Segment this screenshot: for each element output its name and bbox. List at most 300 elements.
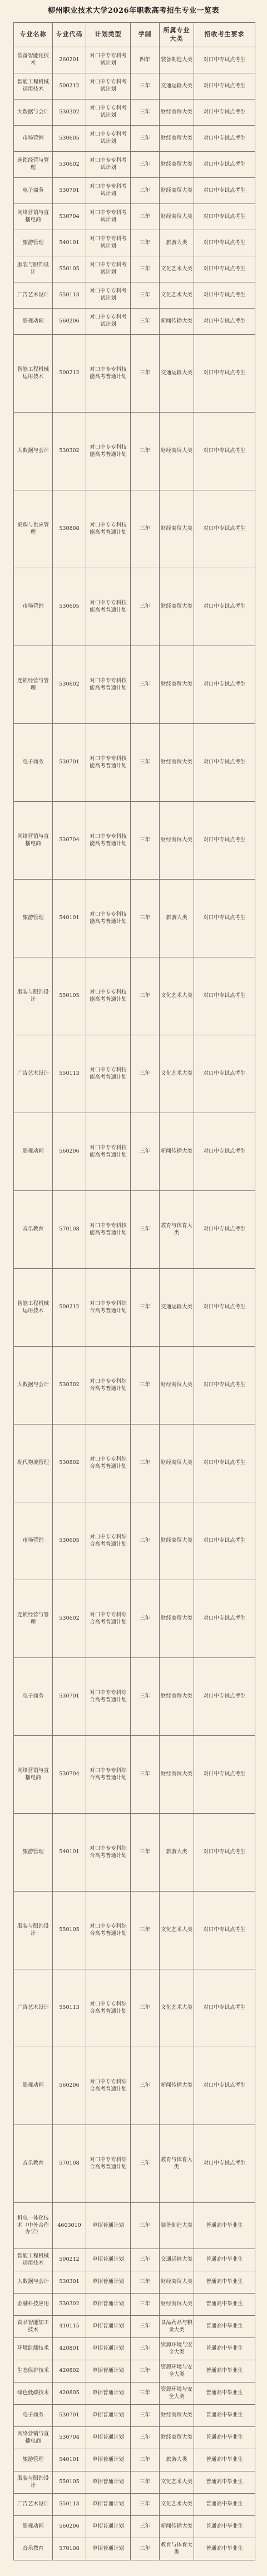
cell-req: 普通高中毕业生 [194, 2249, 255, 2271]
cell-plan: 对口中专专科技能高考普通计划 [86, 413, 131, 490]
cell-code: 530701 [53, 724, 86, 802]
cell-name: 绿色低碳技术 [14, 2383, 53, 2405]
table-row [14, 1736, 255, 1814]
cell-code: 530302 [53, 1347, 86, 1425]
table-row [14, 309, 255, 335]
cell-code: 530704 [53, 2427, 86, 2449]
cell-code: 500212 [53, 2249, 86, 2271]
cell-name: 音乐教育 [14, 1191, 53, 1269]
cell-len: 三年 [131, 2047, 160, 2125]
cell-name: 装备智能化技术 [14, 47, 53, 73]
cell-len: 三年 [131, 2405, 160, 2427]
cell-plan: 单招普通计划 [86, 2271, 131, 2294]
cell-len: 三年 [131, 309, 160, 335]
table-row [14, 957, 255, 1035]
cell-req: 对口中专试点考生 [194, 2125, 255, 2203]
cell-req: 普通高中毕业生 [194, 2516, 255, 2538]
cell-len: 三年 [131, 2271, 160, 2294]
cell-len: 三年 [131, 335, 160, 413]
cell-code: 530808 [53, 490, 86, 568]
cell-code: 550113 [53, 1969, 86, 2047]
table-row [14, 2125, 255, 2203]
cell-cat: 财经商贸大类 [160, 413, 194, 490]
cell-req: 对口中专试点考生 [194, 1113, 255, 1191]
cell-plan: 对口中专专科技能高考普通计划 [86, 802, 131, 880]
cell-plan: 对口中专专科考试计划 [86, 126, 131, 152]
cell-req: 对口中专试点考生 [194, 1969, 255, 2047]
cell-name: 广告艺术设计 [14, 1969, 53, 2047]
cell-len: 三年 [131, 802, 160, 880]
cell-len: 三年 [131, 1736, 160, 1814]
cell-plan: 单招普通计划 [86, 2538, 131, 2560]
cell-cat: 财经商贸大类 [160, 1736, 194, 1814]
cell-len: 三年 [131, 2316, 160, 2338]
cell-len: 三年 [131, 126, 160, 152]
cell-plan: 对口中专专科综合高考普通计划 [86, 1736, 131, 1814]
cell-name: 连锁经营与管理 [14, 152, 53, 178]
cell-req: 普通高中毕业生 [194, 2294, 255, 2316]
cell-name: 生态保护技术 [14, 2360, 53, 2383]
cell-cat: 财经商贸大类 [160, 568, 194, 646]
cell-len: 三年 [131, 880, 160, 957]
cell-req: 普通高中毕业生 [194, 2338, 255, 2360]
cell-plan: 单招普通计划 [86, 2449, 131, 2471]
column-header: 所属专业大类 [160, 23, 194, 47]
cell-req: 普通高中毕业生 [194, 2383, 255, 2405]
table-row [14, 2383, 255, 2405]
cell-plan: 对口中专专科综合高考普通计划 [86, 2047, 131, 2125]
table-row [14, 152, 255, 178]
cell-req: 对口中专试点考生 [194, 568, 255, 646]
cell-len: 三年 [131, 1580, 160, 1658]
column-header: 招收考生要求 [194, 23, 255, 47]
cell-plan: 单招普通计划 [86, 2360, 131, 2383]
cell-req: 对口中专试点考生 [194, 1035, 255, 1113]
cell-plan: 对口中专专科综合高考普通计划 [86, 1502, 131, 1580]
cell-cat: 财经商贸大类 [160, 1502, 194, 1580]
cell-plan: 对口中专专科综合高考普通计划 [86, 1269, 131, 1347]
cell-len: 三年 [131, 490, 160, 568]
table-row [14, 2271, 255, 2294]
table-row [14, 1191, 255, 1269]
cell-name: 旅游管理 [14, 230, 53, 256]
cell-code: 420801 [53, 2338, 86, 2360]
cell-len: 三年 [131, 73, 160, 100]
cell-cat: 资源环境与安全大类 [160, 2338, 194, 2360]
table-row [14, 230, 255, 256]
cell-name: 电子商务 [14, 1658, 53, 1736]
table-row [14, 47, 255, 73]
cell-cat: 财经商贸大类 [160, 724, 194, 802]
cell-plan: 单招普通计划 [86, 2471, 131, 2494]
cell-cat: 旅游大类 [160, 1814, 194, 1892]
cell-req: 对口中专试点考生 [194, 230, 255, 256]
cell-name: 连锁经营与管理 [14, 646, 53, 724]
cell-plan: 对口中专专科考试计划 [86, 230, 131, 256]
cell-code: 540101 [53, 230, 86, 256]
table-row [14, 100, 255, 126]
cell-len: 三年 [131, 1658, 160, 1736]
cell-plan: 对口中专专科综合高考普通计划 [86, 1425, 131, 1502]
cell-len: 三年 [131, 1113, 160, 1191]
cell-name: 大数据与会计 [14, 2271, 53, 2294]
cell-name: 智能工程机械运用技术 [14, 335, 53, 413]
cell-plan: 对口中专专科技能高考普通计划 [86, 335, 131, 413]
cell-plan: 对口中专专科综合高考普通计划 [86, 1969, 131, 2047]
cell-plan: 单招普通计划 [86, 2383, 131, 2405]
table-row [14, 646, 255, 724]
cell-req: 对口中专试点考生 [194, 47, 255, 73]
cell-plan: 对口中专专科技能高考普通计划 [86, 1191, 131, 1269]
cell-cat: 装备制造大类 [160, 47, 194, 73]
cell-name: 智能工程机械运用技术 [14, 1269, 53, 1347]
table-row [14, 802, 255, 880]
cell-plan: 对口中专专科综合高考普通计划 [86, 1347, 131, 1425]
cell-cat: 财经商贸大类 [160, 2405, 194, 2427]
cell-req: 普通高中毕业生 [194, 2427, 255, 2449]
cell-plan: 对口中专专科考试计划 [86, 282, 131, 309]
cell-code: 530704 [53, 1736, 86, 1814]
cell-plan: 对口中专专科技能高考普通计划 [86, 1035, 131, 1113]
cell-name: 现代物流管理 [14, 1425, 53, 1502]
cell-code: 550113 [53, 282, 86, 309]
cell-code: 420802 [53, 2360, 86, 2383]
cell-len: 三年 [131, 100, 160, 126]
cell-len: 三年 [131, 1892, 160, 1969]
cell-code: 530701 [53, 1658, 86, 1736]
cell-plan: 单招普通计划 [86, 2338, 131, 2360]
cell-req: 对口中专试点考生 [194, 2047, 255, 2125]
cell-code: 530802 [53, 1425, 86, 1502]
cell-cat: 新闻传播大类 [160, 1113, 194, 1191]
cell-req: 对口中专试点考生 [194, 957, 255, 1035]
table-row [14, 126, 255, 152]
cell-len: 三年 [131, 724, 160, 802]
cell-code: 540101 [53, 2449, 86, 2471]
cell-cat: 财经商贸大类 [160, 1347, 194, 1425]
cell-code: 530302 [53, 2294, 86, 2316]
table-row [14, 1580, 255, 1658]
cell-len: 三年 [131, 413, 160, 490]
cell-code: 500212 [53, 335, 86, 413]
table-row [14, 413, 255, 490]
cell-name: 旅游管理 [14, 880, 53, 957]
cell-req: 对口中专试点考生 [194, 1814, 255, 1892]
table-row [14, 1113, 255, 1191]
cell-cat: 交通运输大类 [160, 1269, 194, 1347]
cell-cat: 文化艺术大类 [160, 1969, 194, 2047]
cell-len: 三年 [131, 2494, 160, 2516]
cell-name: 大数据与会计 [14, 100, 53, 126]
table-row [14, 178, 255, 204]
cell-cat: 财经商贸大类 [160, 802, 194, 880]
cell-req: 普通高中毕业生 [194, 2405, 255, 2427]
cell-cat: 教育与体育大类 [160, 1191, 194, 1269]
cell-plan: 对口中专专科技能高考普通计划 [86, 646, 131, 724]
cell-req: 普通高中毕业生 [194, 2360, 255, 2383]
cell-code: 530302 [53, 100, 86, 126]
cell-plan: 单招普通计划 [86, 2203, 131, 2249]
cell-req: 对口中专试点考生 [194, 1425, 255, 1502]
cell-req: 对口中专试点考生 [194, 1269, 255, 1347]
cell-code: 540101 [53, 880, 86, 957]
cell-cat: 文化艺术大类 [160, 2494, 194, 2516]
cell-len: 三年 [131, 178, 160, 204]
cell-cat: 装备制造大类 [160, 2203, 194, 2249]
cell-plan: 对口中专专科综合高考普通计划 [86, 1580, 131, 1658]
cell-plan: 对口中专专科考试计划 [86, 256, 131, 282]
cell-cat: 旅游大类 [160, 2449, 194, 2471]
cell-plan: 对口中专专科技能高考普通计划 [86, 1113, 131, 1191]
cell-len: 三年 [131, 2538, 160, 2560]
page-title: 柳州职业技术大学2026年职教高考招生专业一览表 [47, 7, 220, 15]
cell-plan: 对口中专专科综合高考普通计划 [86, 1892, 131, 1969]
cell-code: 560206 [53, 2516, 86, 2538]
cell-cat: 教育与体育大类 [160, 2538, 194, 2560]
table-row [14, 73, 255, 100]
cell-len: 三年 [131, 2516, 160, 2538]
cell-len: 三年 [131, 568, 160, 646]
table-row [14, 256, 255, 282]
cell-len: 三年 [131, 1502, 160, 1580]
cell-code: 530704 [53, 204, 86, 230]
cell-name: 服装与服饰设计 [14, 1892, 53, 1969]
cell-plan: 对口中专专科考试计划 [86, 204, 131, 230]
cell-plan: 对口中专专科考试计划 [86, 152, 131, 178]
cell-code: 560206 [53, 309, 86, 335]
table-row [14, 1658, 255, 1736]
cell-len: 三年 [131, 1269, 160, 1347]
cell-code: 530301 [53, 2271, 86, 2294]
cell-code: 530302 [53, 413, 86, 490]
cell-len: 三年 [131, 282, 160, 309]
cell-cat: 交通运输大类 [160, 335, 194, 413]
cell-cat: 财经商贸大类 [160, 2427, 194, 2449]
cell-code: 410115 [53, 2316, 86, 2338]
cell-req: 对口中专试点考生 [194, 490, 255, 568]
cell-name: 市场营销 [14, 1502, 53, 1580]
cell-len: 三年 [131, 2471, 160, 2494]
cell-req: 普通高中毕业生 [194, 2271, 255, 2294]
table-row [14, 1502, 255, 1580]
cell-req: 对口中专试点考生 [194, 256, 255, 282]
table-row [14, 2494, 255, 2516]
cell-req: 对口中专试点考生 [194, 1191, 255, 1269]
cell-name: 服装与服饰设计 [14, 957, 53, 1035]
cell-req: 对口中专试点考生 [194, 1736, 255, 1814]
cell-plan: 单招普通计划 [86, 2294, 131, 2316]
cell-name: 电子商务 [14, 2405, 53, 2427]
table-row [14, 282, 255, 309]
cell-req: 对口中专试点考生 [194, 1580, 255, 1658]
cell-cat: 财经商贸大类 [160, 646, 194, 724]
cell-name: 智能工程机械运用技术 [14, 73, 53, 100]
cell-cat: 财经商贸大类 [160, 1658, 194, 1736]
cell-plan: 对口中专专科考试计划 [86, 73, 131, 100]
cell-cat: 资源环境与安全大类 [160, 2383, 194, 2405]
cell-cat: 教育与体育大类 [160, 2125, 194, 2203]
cell-len: 三年 [131, 957, 160, 1035]
table-row [14, 335, 255, 413]
table-body [14, 47, 255, 2560]
cell-cat: 财经商贸大类 [160, 2294, 194, 2316]
cell-plan: 对口中专专科技能高考普通计划 [86, 568, 131, 646]
cell-len: 三年 [131, 1969, 160, 2047]
cell-plan: 对口中专专科技能高考普通计划 [86, 724, 131, 802]
cell-name: 旅游管理 [14, 1814, 53, 1892]
cell-req: 对口中专试点考生 [194, 1347, 255, 1425]
table-row [14, 2360, 255, 2383]
cell-len: 三年 [131, 2427, 160, 2449]
cell-req: 对口中专试点考生 [194, 152, 255, 178]
table-row [14, 2449, 255, 2471]
table-row [14, 204, 255, 230]
cell-code: 530605 [53, 1502, 86, 1580]
cell-code: 500212 [53, 73, 86, 100]
table-row [14, 2338, 255, 2360]
cell-name: 电子商务 [14, 178, 53, 204]
cell-plan: 单招普通计划 [86, 2494, 131, 2516]
cell-cat: 财经商贸大类 [160, 490, 194, 568]
table-row [14, 2249, 255, 2271]
cell-cat: 财经商贸大类 [160, 178, 194, 204]
cell-cat: 旅游大类 [160, 880, 194, 957]
cell-code: 530602 [53, 1580, 86, 1658]
cell-req: 对口中专试点考生 [194, 73, 255, 100]
cell-plan: 对口中专专科考试计划 [86, 100, 131, 126]
table-row [14, 2316, 255, 2338]
cell-name: 大数据与会计 [14, 1347, 53, 1425]
cell-req: 对口中专试点考生 [194, 309, 255, 335]
cell-name: 广告艺术设计 [14, 2494, 53, 2516]
cell-code: 550105 [53, 256, 86, 282]
cell-len: 三年 [131, 2338, 160, 2360]
cell-code: 570108 [53, 1191, 86, 1269]
cell-code: 260201 [53, 47, 86, 73]
cell-name: 市场营销 [14, 568, 53, 646]
cell-req: 对口中专试点考生 [194, 335, 255, 413]
cell-len: 三年 [131, 204, 160, 230]
cell-req: 对口中专试点考生 [194, 413, 255, 490]
cell-code: 550105 [53, 957, 86, 1035]
cell-plan: 对口中专专科综合高考普通计划 [86, 2125, 131, 2203]
cell-req: 对口中专试点考生 [194, 1658, 255, 1736]
cell-cat: 文化艺术大类 [160, 1892, 194, 1969]
cell-req: 普通高中毕业生 [194, 2494, 255, 2516]
table-row [14, 2516, 255, 2538]
cell-cat: 财经商贸大类 [160, 1425, 194, 1502]
table-row [14, 1969, 255, 2047]
cell-code: 570108 [53, 2538, 86, 2560]
cell-cat: 新闻传播大类 [160, 309, 194, 335]
cell-cat: 新闻传播大类 [160, 2516, 194, 2538]
cell-len: 三年 [131, 2449, 160, 2471]
cell-len: 三年 [131, 256, 160, 282]
cell-len: 四年 [131, 47, 160, 73]
table-row [14, 1814, 255, 1892]
cell-name: 电子商务 [14, 724, 53, 802]
cell-name: 服装与服饰设计 [14, 256, 53, 282]
cell-plan: 对口中专专科技能高考普通计划 [86, 880, 131, 957]
cell-plan: 对口中专专科考试计划 [86, 47, 131, 73]
cell-len: 三年 [131, 2294, 160, 2316]
cell-plan: 单招普通计划 [86, 2249, 131, 2271]
table-row [14, 1892, 255, 1969]
cell-plan: 单招普通计划 [86, 2427, 131, 2449]
table-row [14, 1347, 255, 1425]
column-header: 学制 [131, 23, 160, 47]
cell-cat: 文化艺术大类 [160, 2471, 194, 2494]
cell-name: 网络营销与直播电商 [14, 204, 53, 230]
cell-code: 550105 [53, 1892, 86, 1969]
cell-req: 对口中专试点考生 [194, 1892, 255, 1969]
cell-cat: 文化艺术大类 [160, 282, 194, 309]
table-row [14, 1425, 255, 1502]
table-row [14, 2538, 255, 2560]
cell-plan: 对口中专专科考试计划 [86, 178, 131, 204]
cell-code: 570108 [53, 2125, 86, 2203]
cell-len: 三年 [131, 1035, 160, 1113]
cell-req: 对口中专试点考生 [194, 724, 255, 802]
cell-req: 对口中专试点考生 [194, 178, 255, 204]
table-row [14, 1035, 255, 1113]
cell-code: 530605 [53, 568, 86, 646]
cell-code: 530704 [53, 802, 86, 880]
cell-cat: 文化艺术大类 [160, 1035, 194, 1113]
cell-name: 音乐教育 [14, 2125, 53, 2203]
majors-table [13, 22, 255, 2560]
cell-req: 对口中专试点考生 [194, 802, 255, 880]
cell-plan: 对口中专专科考试计划 [86, 309, 131, 335]
table-row [14, 2405, 255, 2427]
cell-cat: 财经商贸大类 [160, 126, 194, 152]
cell-name: 网络营销与直播电商 [14, 802, 53, 880]
table-row [14, 2294, 255, 2316]
cell-len: 三年 [131, 2360, 160, 2383]
table-row [14, 2203, 255, 2249]
cell-cat: 文化艺术大类 [160, 256, 194, 282]
cell-len: 三年 [131, 1347, 160, 1425]
cell-name: 影视动画 [14, 309, 53, 335]
cell-req: 普通高中毕业生 [194, 2538, 255, 2560]
cell-cat: 旅游大类 [160, 230, 194, 256]
cell-plan: 对口中专专科技能高考普通计划 [86, 490, 131, 568]
cell-code: 550105 [53, 2471, 86, 2494]
cell-plan: 对口中专专科技能高考普通计划 [86, 957, 131, 1035]
cell-code: 550113 [53, 1035, 86, 1113]
cell-req: 普通高中毕业生 [194, 2449, 255, 2471]
cell-len: 三年 [131, 230, 160, 256]
cell-req: 对口中专试点考生 [194, 282, 255, 309]
cell-code: 560206 [53, 1113, 86, 1191]
cell-code: 530602 [53, 646, 86, 724]
cell-code: 530701 [53, 2405, 86, 2427]
cell-code: 530605 [53, 126, 86, 152]
table-row [14, 2471, 255, 2494]
column-header: 专业名称 [14, 23, 53, 47]
cell-name: 智能工程机械运用技术 [14, 2249, 53, 2271]
cell-code: 550113 [53, 2494, 86, 2516]
table-row [14, 2427, 255, 2449]
cell-name: 机电一体化技术（中外合作办学） [14, 2203, 53, 2249]
cell-name: 网络营销与直播电商 [14, 2427, 53, 2449]
column-header: 计划类型 [86, 23, 131, 47]
cell-cat: 财经商贸大类 [160, 100, 194, 126]
cell-name: 食品智能加工技术 [14, 2316, 53, 2338]
cell-req: 对口中专试点考生 [194, 126, 255, 152]
cell-cat: 财经商贸大类 [160, 1580, 194, 1658]
cell-cat: 财经商贸大类 [160, 152, 194, 178]
